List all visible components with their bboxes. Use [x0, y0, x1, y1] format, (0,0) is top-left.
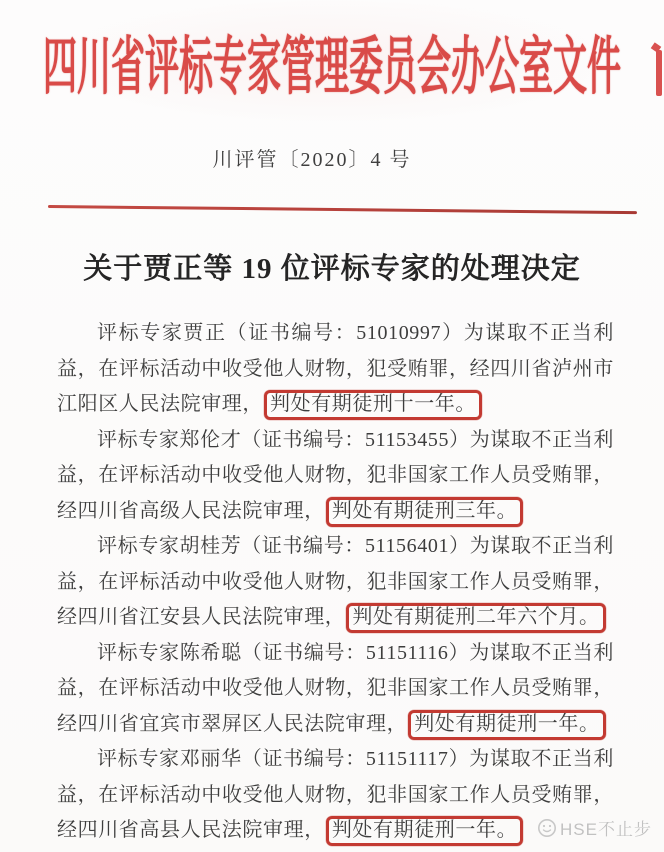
smiley-badge-icon: [537, 818, 557, 838]
sentence-highlight-box: 判处有期徒刑一年。: [408, 710, 605, 740]
document-number: 川评管〔2020〕4 号: [212, 149, 412, 171]
watermark: [537, 815, 652, 840]
paragraph-text: 评标专家贾正（证书编号：51010997）为谋取不正当利益，在评标活动中收受他人财物，犯受贿罪，经四川省泸州市江阳区人民法院审理，: [57, 322, 614, 415]
paragraph-text: 评标专家胡桂芳（证书编号：51156401）为谋取不正当利益，在评标活动中收受他人财物，犯非国家工作人员受贿罪，经四川省江安县人民法院审理，: [57, 535, 614, 628]
sentence-highlight-box: 判处有期徒刑二年六个月。: [346, 603, 605, 633]
paragraph-expert-1: [57, 316, 614, 423]
paragraph-expert-3: [57, 529, 614, 636]
document-title: 关于贾正等 19 位评标专家的处理决定: [83, 253, 581, 285]
paragraph-expert-5: [57, 742, 614, 849]
paragraph-expert-4: [57, 636, 614, 743]
sentence-highlight-box: 判处有期徒刑十一年。: [264, 390, 482, 420]
paragraph-text: 评标专家邓丽华（证书编号：51151117）为谋取不正当利益，在评标活动中收受他人财物，犯非国家工作人员受贿罪，经四川省高县人民法院审理，: [57, 748, 614, 841]
watermark-label: HSE不止步: [560, 820, 652, 839]
red-divider-line: [48, 205, 637, 214]
paragraph-text: 评标专家郑伦才（证书编号：51153455）为谋取不正当利益，在评标活动中收受他人财物，犯非国家工作人员受贿罪，经四川省高级人民法院审理，: [57, 428, 614, 522]
red-header-title: 四川省评标专家管理委员会办公室文件: [43, 34, 621, 103]
paragraph-expert-2: [57, 423, 614, 530]
document-body: [57, 316, 614, 849]
sentence-highlight-box: 判处有期徒刑三年。: [326, 497, 523, 527]
sentence-highlight-box: 判处有期徒刑一年。: [326, 816, 523, 846]
paragraph-text: 评标专家陈希聪（证书编号：51151116）为谋取不正当利益，在评标活动中收受他人财物，犯非国家工作人员受贿罪，经四川省宜宾市翠屏区人民法院审理，: [57, 641, 614, 735]
